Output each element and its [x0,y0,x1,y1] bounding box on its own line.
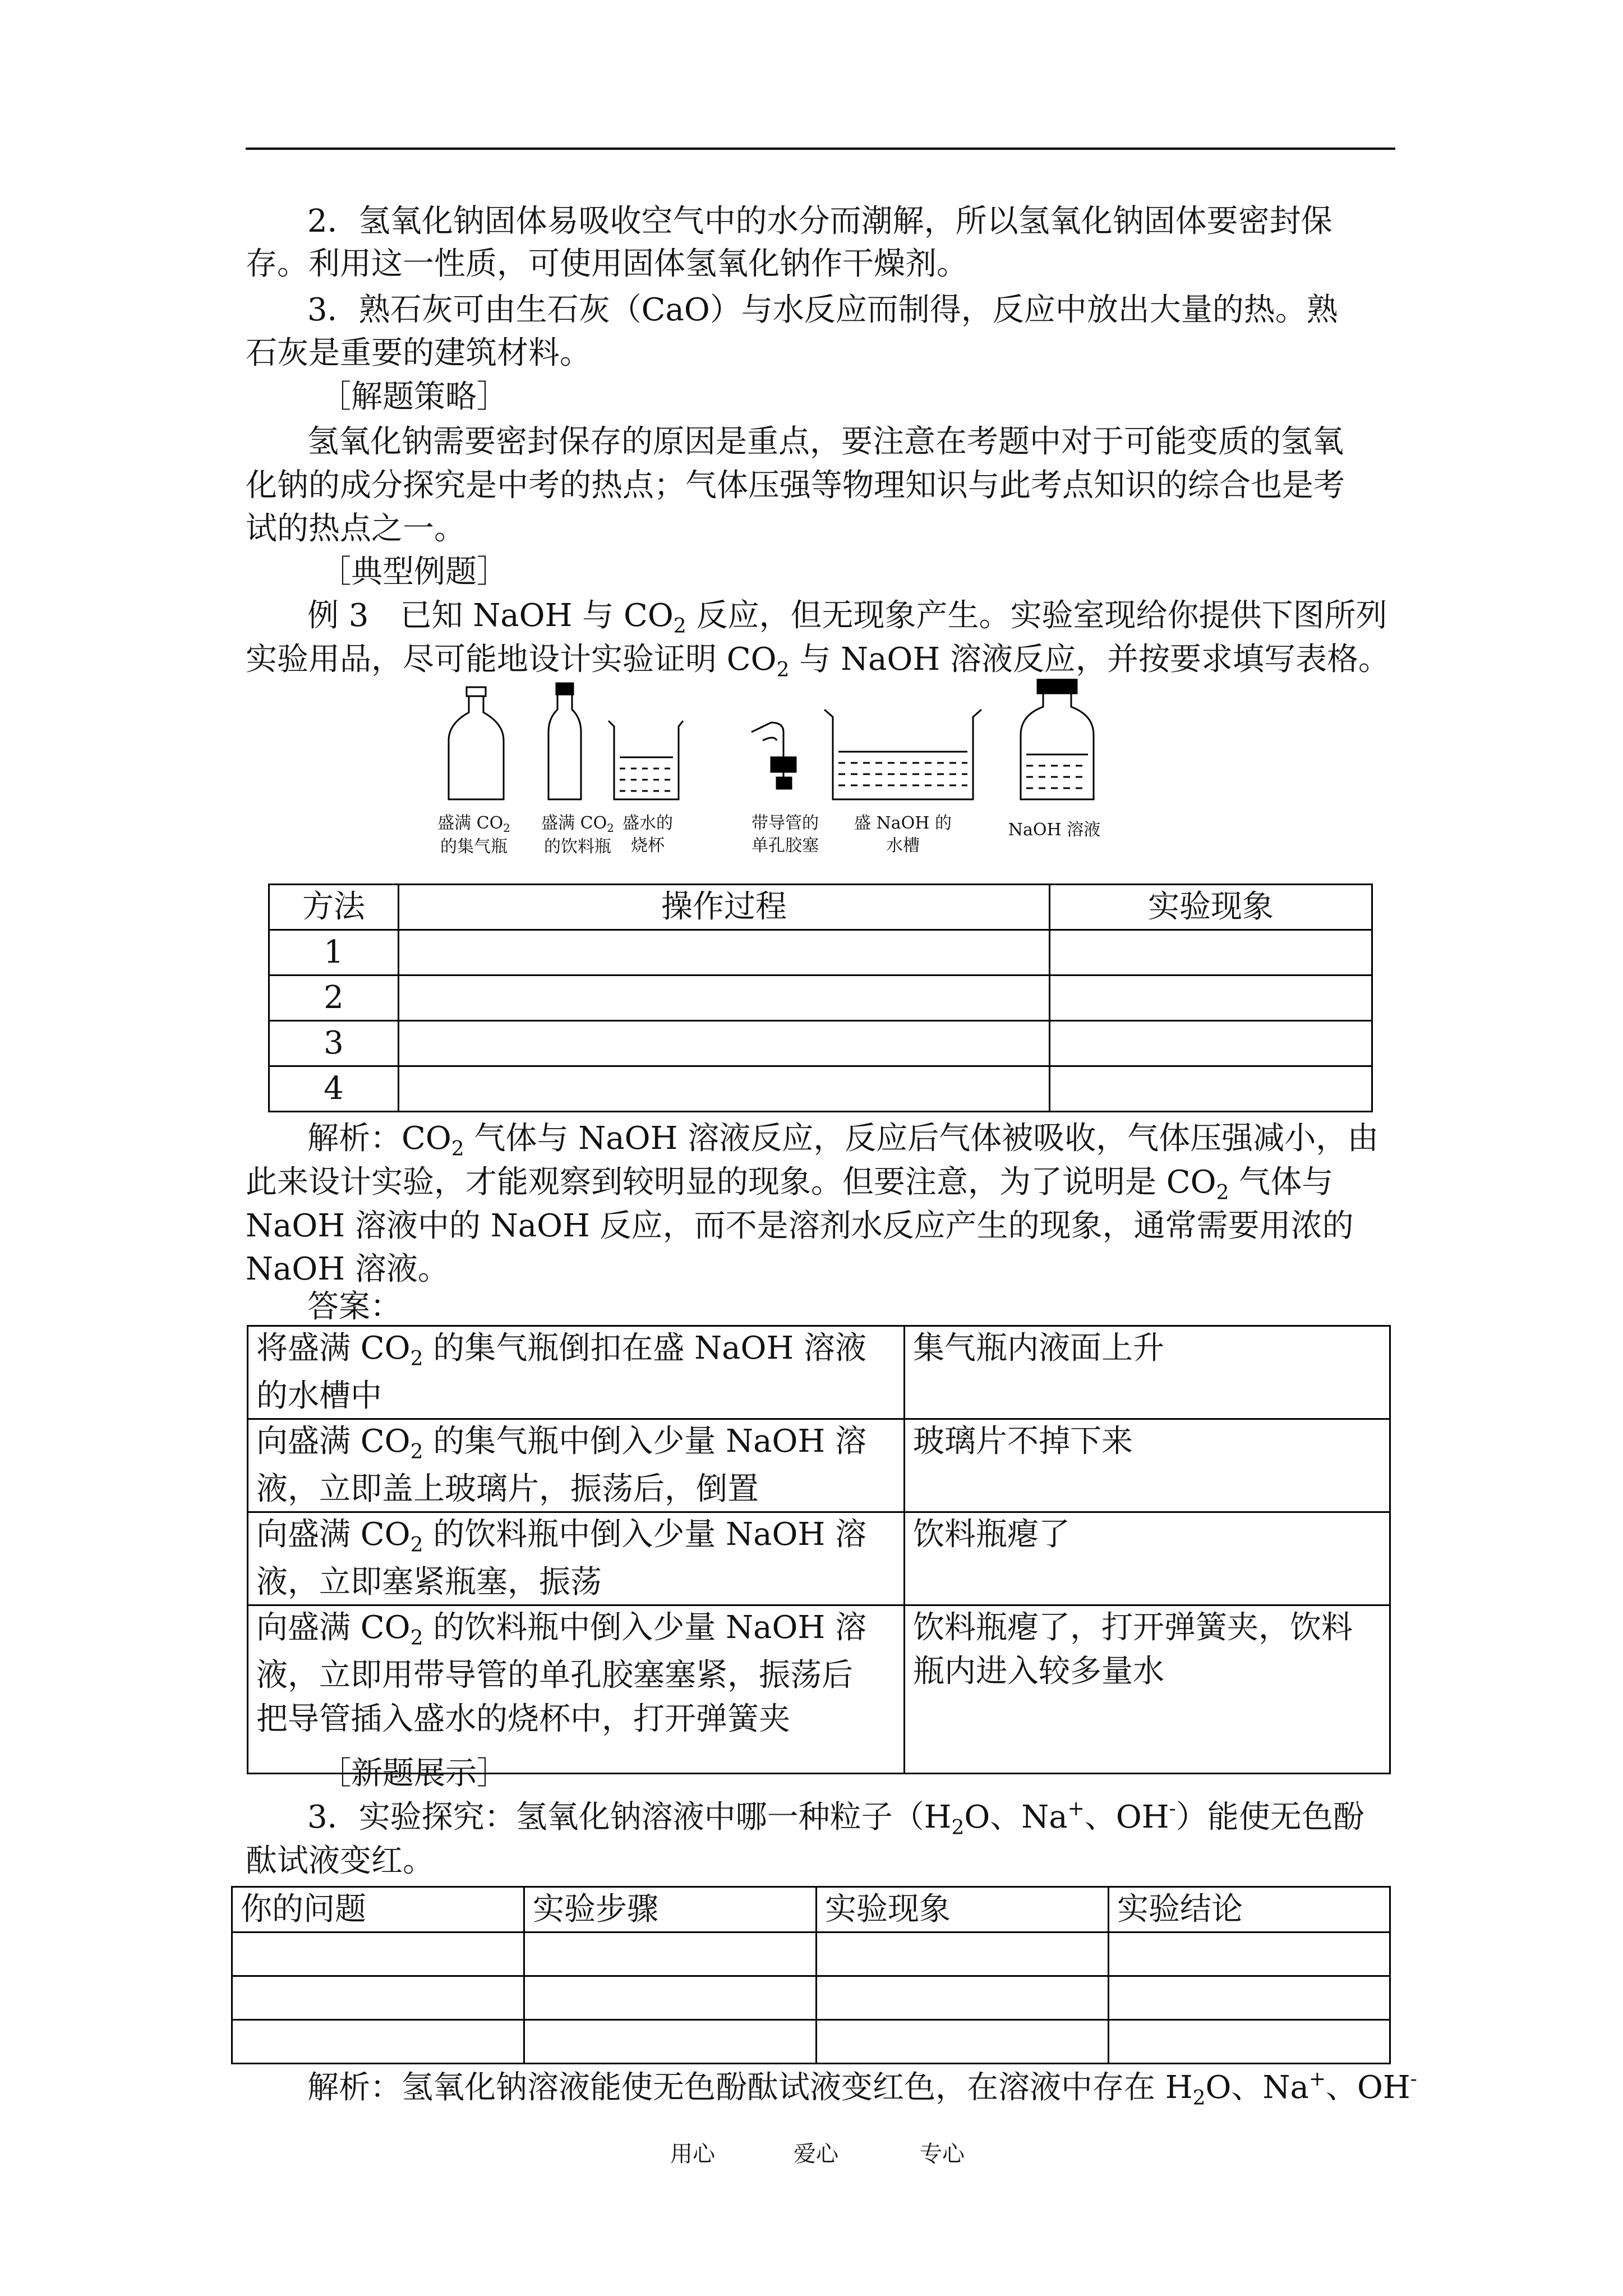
paragraph-line: 石灰是重要的建筑材料。 [246,335,591,371]
table-cell: 1 [269,930,399,976]
section-heading: ［新题展示］ [320,1755,508,1792]
table-cell[interactable] [232,2020,524,2064]
paragraph-line: 答案： [307,1289,402,1325]
table-cell[interactable] [524,1976,817,2020]
table-cell[interactable] [399,930,1050,976]
table-row [269,1066,1372,1112]
method-table [268,884,1373,1112]
stopper-tube-icon [751,723,796,789]
table-cell[interactable] [1109,2020,1390,2064]
table-header: 你的问题 [232,1887,524,1932]
equipment-drawing [426,679,1122,808]
inquiry-table [231,1886,1391,2064]
table-row [269,930,1372,976]
answer-table [247,1325,1391,1774]
table-cell: 3 [269,1021,399,1066]
paragraph-line: 3．熟石灰可由生石灰（CaO）与水反应而制得，反应中放出大量的热。熟 [307,292,1338,328]
table-cell[interactable] [1109,1932,1390,1976]
paragraph-line: 实验用品，尽可能地设计实验证明 $CO_2$ 与 NaOH 溶液反应，并按要求填写表格。 [246,641,1390,682]
table-row [248,1419,1390,1512]
section-heading: ［典型例题］ [320,554,508,590]
table-cell: 向盛满 $CO_2$ 的集气瓶中倒入少量 NaOH 溶 液，立即盖上玻璃片，振荡后，倒置 [248,1419,905,1512]
paragraph-line: 例 3 已知 NaOH 与 $CO_2$ 反应，但无现象产生。实验室现给你提供下图所列 [307,597,1387,638]
table-header: 实验现象 [1050,885,1372,930]
section-heading: ［解题策略］ [320,379,508,415]
paragraph-line: 此来设计实验，才能观察到较明显的现象。但要注意，为了说明是 $CO_2$ 气体与 [246,1164,1334,1204]
table-row [269,1021,1372,1066]
table-cell: 将盛满 $CO_2$ 的集气瓶倒扣在盛 NaOH 溶液 的水槽中 [248,1326,905,1419]
drink-bottle-icon [548,683,581,799]
table-cell[interactable] [817,1932,1109,1976]
table-cell: 2 [269,976,399,1021]
table-header-row [232,1887,1390,1932]
figure-caption: 带导管的 单孔胶塞 [751,813,819,855]
table-row [248,1326,1390,1419]
table-cell: 向盛满 $CO_2$ 的饮料瓶中倒入少量 NaOH 溶 液，立即用带导管的单孔胶塞塞紧，振荡后 把导管插入盛水的烧杯中，打开弹簧夹 [248,1605,905,1774]
paragraph-line: 试的热点之一。 [246,510,465,547]
table-cell[interactable] [1050,1066,1372,1112]
table-cell[interactable] [399,976,1050,1021]
table-cell: 向盛满 $CO_2$ 的饮料瓶中倒入少量 NaOH 溶 液，立即塞紧瓶塞，振荡 [248,1512,905,1605]
table-header: 实验现象 [817,1887,1109,1932]
footer-text: 专心 [920,2141,965,2167]
table-header: 方法 [269,885,399,930]
table-cell[interactable] [817,1976,1109,2020]
table-row [232,1976,1390,2020]
lab-equipment-figure [426,679,1122,869]
table-header: 实验结论 [1109,1887,1390,1932]
table-row [269,976,1372,1021]
paragraph-line: 存。利用这一性质，可使用固体氢氧化钠作干燥剂。 [246,246,968,282]
table-row [232,2020,1390,2064]
footer-text: 用心 [670,2141,715,2167]
table-row [248,1605,1390,1774]
paragraph-line: 解析：氢氧化钠溶液能使无色酚酞试液变红色，在溶液中存在 $H_2O$、Na+、OH- [307,2068,1417,2110]
table-cell: 饮料瓶瘪了，打开弹簧夹，饮料 瓶内进入较多量水 [905,1605,1390,1774]
figure-caption: 盛满 $CO_2$ 的饮料瓶 [541,813,614,857]
table-cell[interactable] [399,1066,1050,1112]
figure-caption: NaOH 溶液 [1008,820,1101,840]
paragraph-line: 氢氧化钠需要密封保存的原因是重点，要注意在考题中对于可能变质的氢氧 [307,424,1344,460]
paragraph-line: 酞试液变红。 [246,1843,434,1879]
table-cell[interactable] [399,1021,1050,1066]
paragraph-line: NaOH 溶液中的 NaOH 反应，而不是溶剂水反应产生的现象，通常需要用浓的 [246,1208,1354,1244]
trough-icon [824,710,981,799]
figure-caption: 盛水的 烧杯 [623,813,673,855]
paragraph-line: 3．实验探究：氢氧化钠溶液中哪一种粒子（$H_2O$、Na+、OH-）能使无色酚 [307,1797,1364,1839]
table-cell: 4 [269,1066,399,1112]
table-cell[interactable] [232,1932,524,1976]
table-cell[interactable] [817,2020,1109,2064]
table-row [248,1512,1390,1605]
table-header-row [269,885,1372,930]
table-cell[interactable] [1050,1021,1372,1066]
naoh-bottle-icon [1021,679,1094,799]
table-cell[interactable] [1109,1976,1390,2020]
paragraph-line: 2．氢氧化钠固体易吸收空气中的水分而潮解，所以氢氧化钠固体要密封保 [307,203,1332,240]
table-cell[interactable] [1050,930,1372,976]
header-rule [246,148,1395,150]
table-header: 实验步骤 [524,1887,817,1932]
figure-caption: 盛满 $CO_2$ 的集气瓶 [437,813,510,857]
table-cell[interactable] [1050,976,1372,1021]
table-cell: 饮料瓶瘪了 [905,1512,1390,1605]
table-cell[interactable] [232,1976,524,2020]
paragraph-line: 解析：$CO_2$ 气体与 NaOH 溶液反应，反应后气体被吸收，气体压强减小，由 [307,1120,1379,1161]
footer-text: 爱心 [794,2141,838,2167]
table-cell: 集气瓶内液面上升 [905,1326,1390,1419]
paragraph-line: 化钠的成分探究是中考的热点；气体压强等物理知识与此考点知识的综合也是考 [246,467,1345,504]
gas-bottle-icon [449,687,504,799]
table-cell[interactable] [524,2020,817,2064]
figure-caption: 盛 NaOH 的 水槽 [854,813,952,855]
table-row [232,1932,1390,1976]
table-cell: 玻璃片不掉下来 [905,1419,1390,1512]
table-header: 操作过程 [399,885,1050,930]
beaker-icon [608,721,683,799]
paragraph-line: NaOH 溶液。 [246,1251,449,1287]
table-cell[interactable] [524,1932,817,1976]
